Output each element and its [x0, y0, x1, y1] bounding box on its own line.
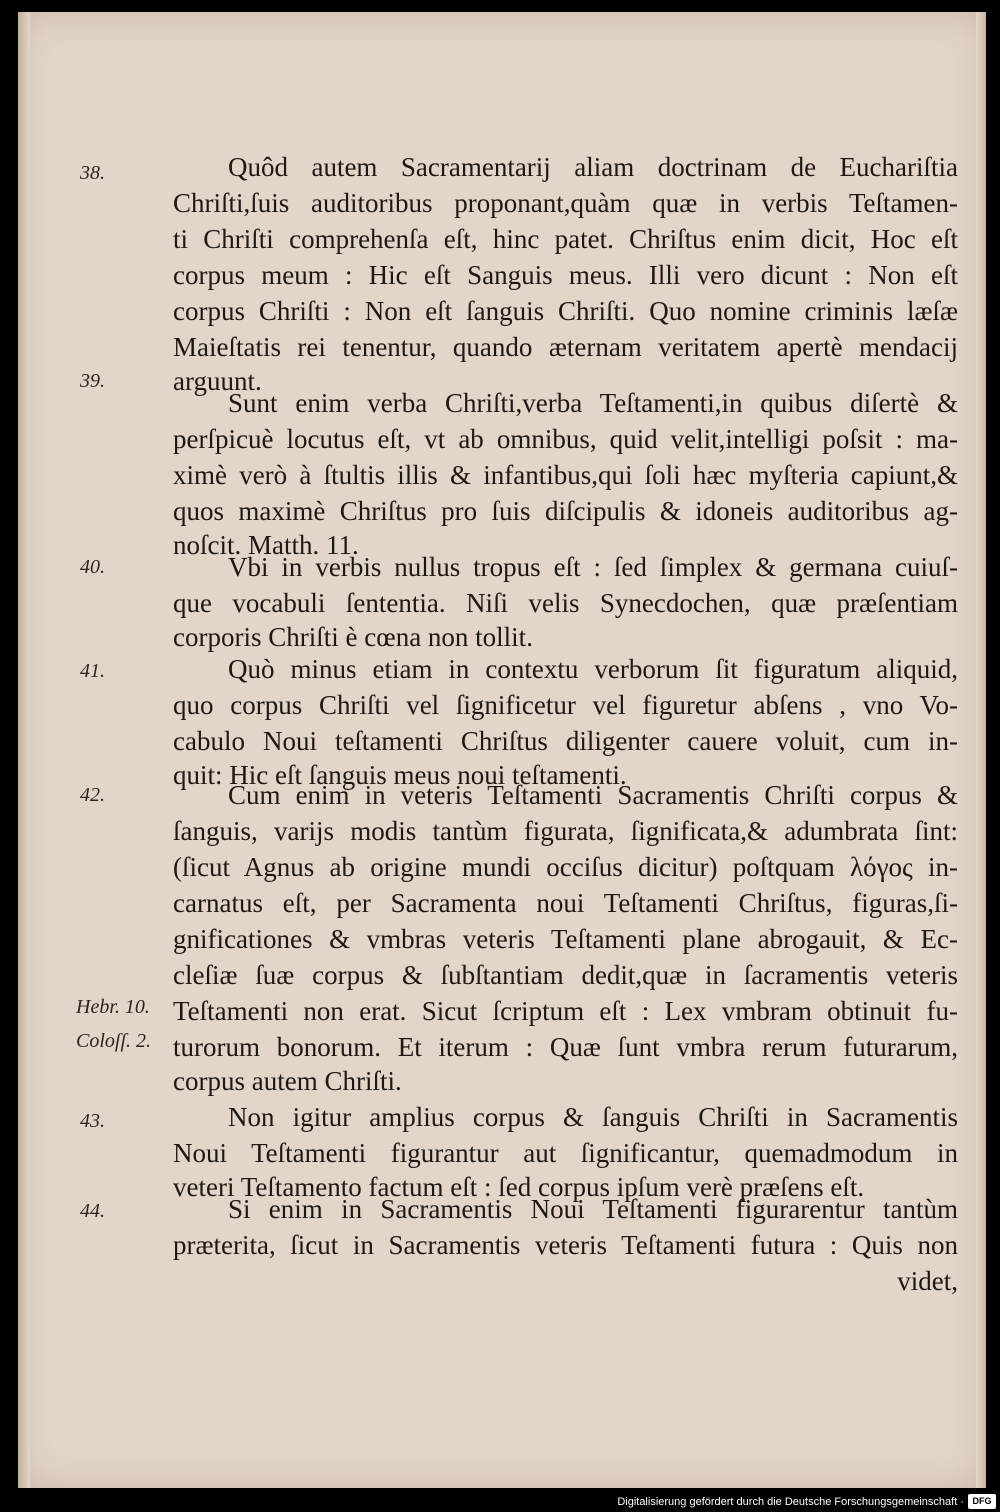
catchword: videt,	[897, 1266, 958, 1296]
text-line: Quôd autem Sacramentarij aliam doctrinam de Euchariſtia	[228, 152, 958, 182]
text-line: præterita, ſicut in Sacramentis veteris Teſtamenti futura : Quis non	[173, 1230, 958, 1260]
text-line: Vbi in verbis nullus tropus eſt : ſed ſimplex & germana cuiuſ-	[228, 552, 958, 582]
footer-credit: Digitalisierung gefördert durch die Deutsche Forschungsgemeinschaft ·	[617, 1496, 964, 1508]
paragraph-number: 42.	[80, 784, 105, 806]
text-line: Quò minus etiam in contextu verborum ſit figuratum aliquid,	[228, 654, 958, 684]
text-line: que vocabuli ſententia. Niſi velis Synecdochen, quæ præſentiam	[173, 588, 958, 618]
text-line: Teſtamenti non erat. Sicut ſcriptum eſt : Lex vmbram obtinuit fu-	[173, 996, 958, 1026]
footer-bar	[0, 1488, 1000, 1512]
paragraph-number: 41.	[80, 660, 105, 682]
text-line: Sunt enim verba Chriſti,verba Teſtamenti,in quibus diſertè &	[228, 388, 958, 418]
text-line: quo corpus Chriſti vel ſignificetur vel figuretur abſens , vno Vo-	[173, 690, 958, 720]
text-line: corpus meum : Hic eſt Sanguis meus. Illi vero dicunt : Non eſt	[173, 260, 958, 290]
book-page	[18, 12, 986, 1488]
text-line: quit: Hic eſt ſanguis meus noui teſtamenti.	[173, 760, 627, 790]
text-line: veteri Teſtamento factum eſt : ſed corpus ipſum verè præſens eſt.	[173, 1172, 865, 1202]
text-line: cabulo Noui teſtamenti Chriſtus diligenter cauere voluit, cum in-	[173, 726, 958, 756]
text-line: Cum enim in veteris Teſtamenti Sacramentis Chriſti corpus &	[228, 780, 958, 810]
text-line: perſpicuè locutus eſt, vt ab omnibus, quid velit,intelligi poſsit : ma-	[173, 424, 958, 454]
text-line: noſcit. Matth. 11.	[173, 530, 359, 560]
text-line: gnificationes & vmbras veteris Teſtamenti plane abrogauit, & Ec-	[173, 924, 958, 954]
text-line: carnatus eſt, per Sacramenta noui Teſtamenti Chriſtus, figuras,ſi-	[173, 888, 958, 918]
text-line: quos maximè Chriſtus pro ſuis diſcipulis & idoneis auditoribus ag-	[173, 496, 958, 526]
text-line: Maieſtatis rei tenentur, quando æternam veritatem apertè mendacij	[173, 332, 958, 362]
paragraph-number: 43.	[80, 1110, 105, 1132]
paragraph-number: 40.	[80, 556, 105, 578]
dfg-logo: DFG	[968, 1494, 996, 1509]
marginal-reference: Hebr. 10.	[76, 996, 150, 1018]
text-line: Noui Teſtamenti figurantur aut ſignificantur, quemadmodum in	[173, 1138, 958, 1168]
text-line: ti Chriſti comprehenſa eſt, hinc patet. Chriſtus enim dicit, Hoc eſt	[173, 224, 958, 254]
text-line: (ſicut Agnus ab origine mundi occiſus dicitur) poſtquam λόγος in-	[173, 852, 958, 882]
text-line: Non igitur amplius corpus & ſanguis Chriſti in Sacramentis	[228, 1102, 958, 1132]
text-line: turorum bonorum. Et iterum : Quæ ſunt vmbra rerum futurarum,	[173, 1032, 958, 1062]
text-line: cleſiæ ſuæ corpus & ſubſtantiam dedit,quæ in ſacramentis veteris	[173, 960, 958, 990]
paragraph-number: 39.	[80, 370, 105, 392]
text-line: corpus Chriſti : Non eſt ſanguis Chriſti. Quo nomine criminis læſæ	[173, 296, 958, 326]
paragraph-number: 44.	[80, 1200, 105, 1222]
text-line: corporis Chriſti è cœna non tollit.	[173, 622, 533, 652]
text-line: ximè verò à ſtultis illis & infantibus,qui ſoli hæc myſteria capiunt,&	[173, 460, 958, 490]
text-line: arguunt.	[173, 366, 262, 396]
marginal-reference: Coloſſ. 2.	[76, 1030, 152, 1052]
text-line: Chriſti,ſuis auditoribus proponant,quàm quæ in verbis Teſtamen-	[173, 188, 958, 218]
text-line: ſanguis, varijs modis tantùm figurata, ſignificata,& adumbrata ſint:	[173, 816, 958, 846]
text-line: corpus autem Chriſti.	[173, 1066, 402, 1096]
text-line: Si enim in Sacramentis Noui Teſtamenti figurarentur tantùm	[228, 1194, 958, 1224]
paragraph-number: 38.	[80, 162, 105, 184]
